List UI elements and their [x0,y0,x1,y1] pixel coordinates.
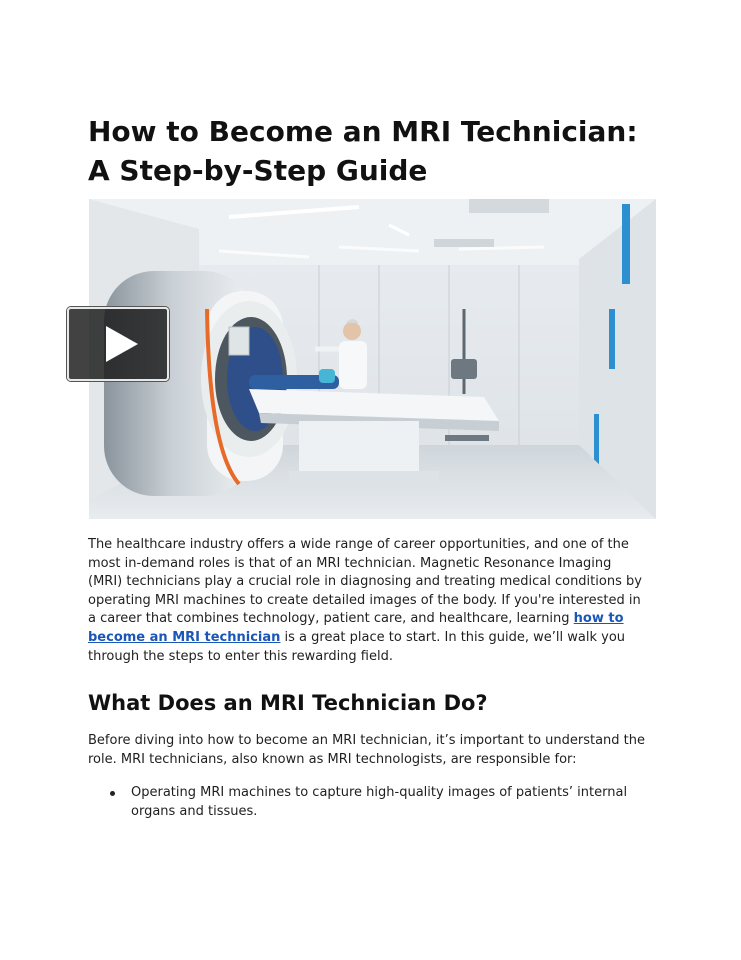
intro-text-part-1: The healthcare industry offers a wide range of career opportunities, and one of the most in-demand roles is that of an MRI technician. Magnetic Resonance Imaging (MRI) technicians play a crucial role in diagnosing and treating medical conditions by operating MRI machines to create detailed images of the body. If you're interested in a career that combines technology, patient care, and healthcare, learning [88,537,642,627]
title-line-2: A Step-by-Step Guide [88,154,428,187]
intro-text-part-2: is a great place to start. In this guide, we’ll walk you through the steps to enter this rewarding field. [88,629,626,664]
bullet-icon [110,791,115,796]
title-line-1: How to Become an MRI Technician: [88,115,638,148]
mri-room-illustration [89,199,656,519]
video-play-button[interactable] [67,307,169,381]
intro-paragraph [88,536,648,666]
section-intro-paragraph: Before diving into how to become an MRI technician, it’s important to understand the role. MRI technicians, also known as MRI technologists, are responsible for: [88,733,646,767]
page-title [88,112,688,190]
section-heading: What Does an MRI Technician Do? [88,691,488,715]
list-item [88,784,648,821]
mri-room-image [89,199,656,519]
responsibilities-list [88,784,648,821]
mri-technician-link[interactable]: how to become an MRI technician [88,611,624,645]
list-item-text: Operating MRI machines to capture high-quality images of patients’ internal organs and tissues. [131,785,628,819]
play-icon [106,326,138,362]
